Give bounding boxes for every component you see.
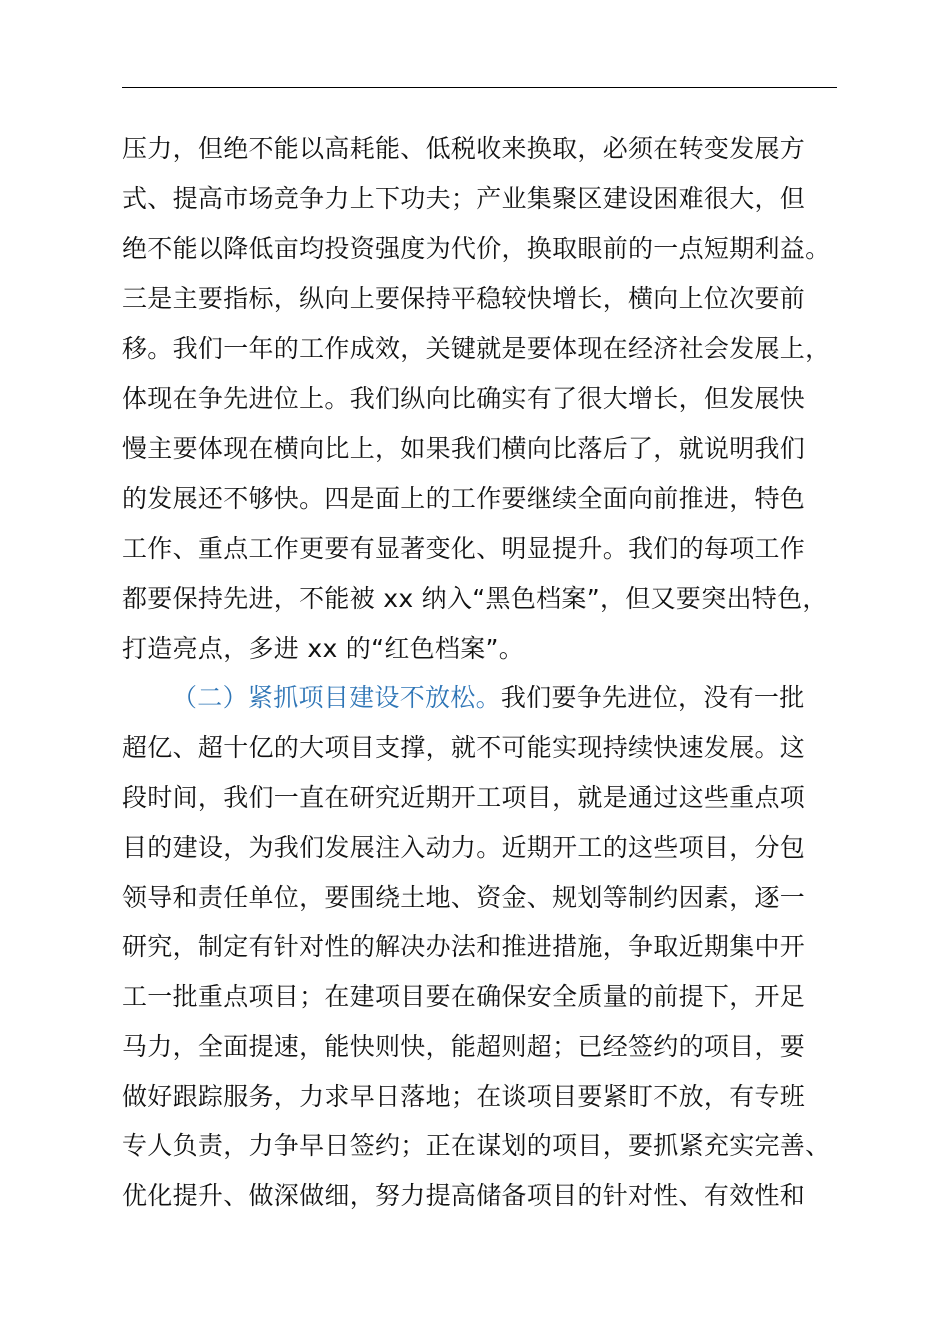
text-line: 压力，但绝不能以高耗能、低税收来换取，必须在转变发展方: [122, 134, 806, 163]
text-line: 目的建设，为我们发展注入动力。近期开工的这些项目，分包: [122, 833, 806, 862]
text-line: 工一批重点项目；在建项目要在确保安全质量的前提下，开足: [122, 982, 806, 1011]
text-line: 做好跟踪服务，力求早日落地；在谈项目要紧盯不放，有专班: [122, 1082, 806, 1111]
text-line: 领导和责任单位，要围绕土地、资金、规划等制约因素，逐一: [122, 883, 806, 912]
text-line: 工作、重点工作更要有显著变化、明显提升。我们的每项工作: [122, 534, 806, 563]
section-first-line: [172, 683, 805, 713]
text-line: 都要保持先进，不能被 xx 纳入“黑色档案”，但又要突出特色，: [122, 584, 828, 613]
text-line: 优化提升、做深做细，努力提高储备项目的针对性、有效性和: [122, 1181, 806, 1210]
text-line: 体现在争先进位上。我们纵向比确实有了很大增长，但发展快: [122, 384, 806, 413]
section-first-line-text: 我们要争先进位，没有一批: [500, 683, 805, 712]
header-rule: [122, 87, 837, 88]
text-line: 专人负责，力争早日签约；正在谋划的项目，要抓紧充实完善、: [122, 1131, 831, 1160]
text-line: 绝不能以降低亩均投资强度为代价，换取眼前的一点短期利益。: [122, 234, 831, 263]
text-line: 慢主要体现在横向比上，如果我们横向比落后了，就说明我们: [122, 434, 806, 463]
text-line: 马力，全面提速，能快则快，能超则超；已经签约的项目，要: [122, 1032, 806, 1061]
text-line: 移。我们一年的工作成效，关键就是要体现在经济社会发展上，: [122, 334, 831, 363]
text-line: 式、提高市场竞争力上下功夫；产业集聚区建设困难很大，但: [122, 184, 806, 213]
text-line: 的发展还不够快。四是面上的工作要继续全面向前推进，特色: [122, 484, 806, 513]
text-line: 段时间，我们一直在研究近期开工项目，就是通过这些重点项: [122, 783, 806, 812]
text-line: 超亿、超十亿的大项目支撑，就不可能实现持续快速发展。这: [122, 733, 806, 762]
text-line: 三是主要指标，纵向上要保持平稳较快增长，横向上位次要前: [122, 284, 806, 313]
section-heading: （二）紧抓项目建设不放松。: [172, 683, 501, 712]
text-line: 研究，制定有针对性的解决办法和推进措施，争取近期集中开: [122, 932, 806, 961]
text-line: 打造亮点，多进 xx 的“红色档案”。: [122, 634, 525, 663]
